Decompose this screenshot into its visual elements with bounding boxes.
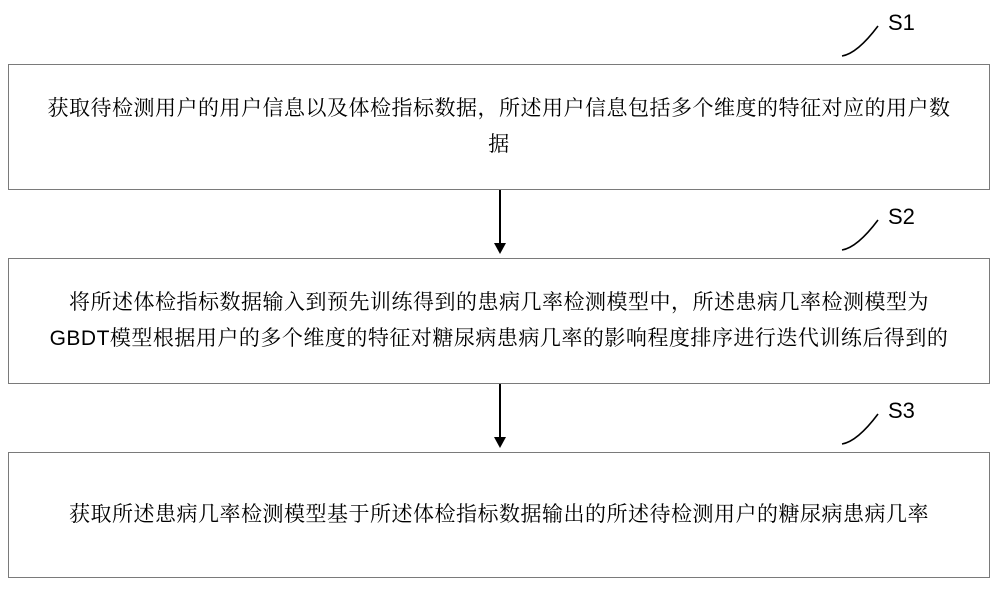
step-text-s2: 将所述体检指标数据输入到预先训练得到的患病几率检测模型中，所述患病几率检测模型为GBDT模型根据用户的多个维度的特征对糖尿病患病几率的影响程度排序进行迭代训练后得到的	[49, 291, 949, 350]
step-label-s3: S3	[888, 398, 915, 423]
step-text-s1: 获取待检测用户的用户信息以及体检指标数据，所述用户信息包括多个维度的特征对应的用户数据	[47, 97, 951, 156]
step-box-s1	[8, 64, 990, 190]
leader-line-s2-icon	[840, 218, 886, 252]
connector-s2-to-s3	[499, 384, 501, 438]
step-box-s3	[8, 452, 990, 578]
connector-s1-to-s2	[499, 190, 501, 244]
leader-line-s1-icon	[840, 24, 886, 58]
leader-line-s3-icon	[840, 412, 886, 446]
step-box-s2	[8, 258, 990, 384]
step-label-s1: S1	[888, 10, 915, 35]
step-text-s3: 获取所述患病几率检测模型基于所述体检指标数据输出的所述待检测用户的糖尿病患病几率	[69, 503, 929, 526]
step-label-s2: S2	[888, 204, 915, 229]
